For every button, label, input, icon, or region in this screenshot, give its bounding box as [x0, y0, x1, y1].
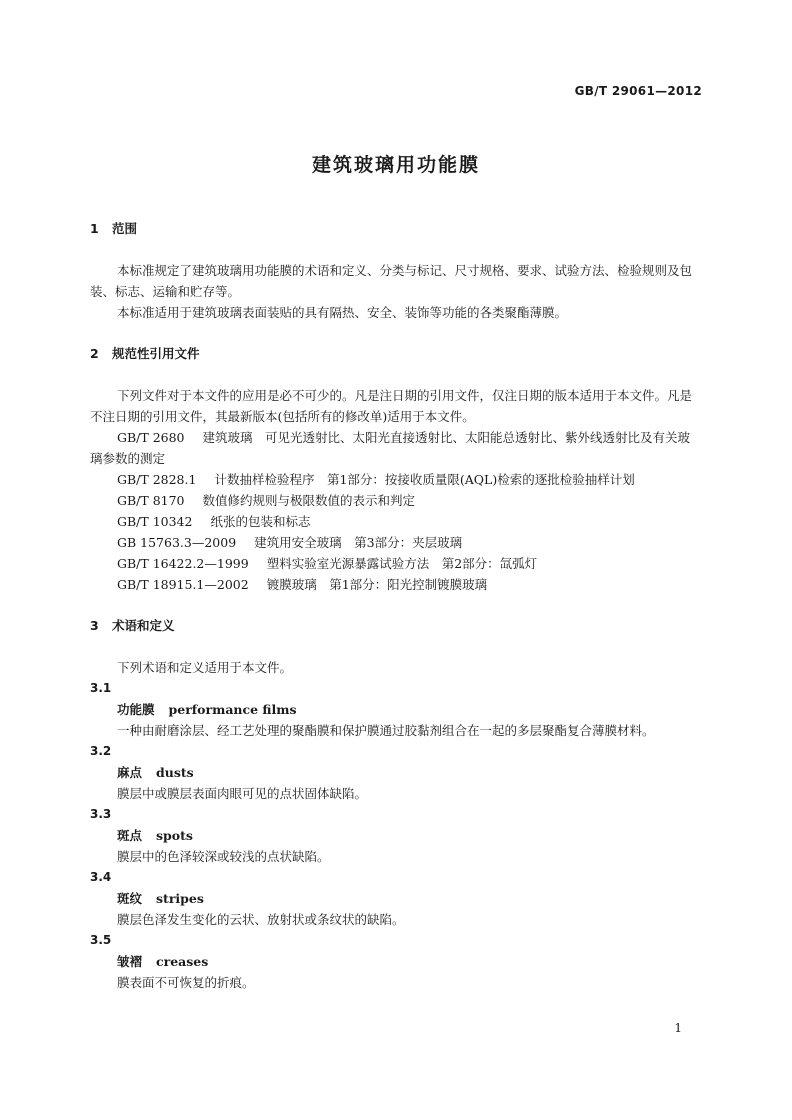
- paragraph: 本标准规定了建筑玻璃用功能膜的术语和定义、分类与标记、尺寸规格、要求、试验方法、检验规则及包装、标志、运输和贮存等。: [90, 263, 693, 299]
- reference-title: 纸张的包装和标志: [210, 514, 311, 529]
- page-number: 1: [674, 1021, 682, 1035]
- term-zh: 麻点: [117, 765, 143, 780]
- reference-item: [90, 427, 702, 469]
- term-entry: [90, 867, 702, 930]
- reference-code: GB/T 2828.1: [117, 472, 197, 487]
- term-entry: [90, 930, 702, 993]
- term-name: [90, 762, 702, 783]
- section-title: 术语和定义: [112, 618, 175, 633]
- reference-item: [90, 469, 702, 490]
- paragraph: 下列术语和定义适用于本文件。: [117, 660, 293, 675]
- reference-title: 建筑用安全玻璃 第3部分：夹层玻璃: [254, 535, 463, 550]
- reference-code: GB/T 16422.2—1999: [117, 556, 249, 571]
- document-title: 建筑玻璃用功能膜: [311, 154, 480, 176]
- term-number: 3.3: [90, 807, 112, 821]
- section-heading-terms-and-definitions: [90, 617, 702, 635]
- term-zh: 斑纹: [117, 891, 143, 906]
- reference-title: 镀膜玻璃 第1部分：阳光控制镀膜玻璃: [266, 577, 488, 592]
- standard-code: GB/T 29061—2012: [574, 84, 702, 98]
- term-definition: 膜层中的色泽较深或较浅的点状缺陷。: [117, 849, 330, 864]
- term-number: 3.1: [90, 681, 112, 695]
- term-en: dusts: [156, 765, 194, 780]
- reference-title: 计数抽样检验程序 第1部分：按接收质量限(AQL)检索的逐批检验抽样计划: [214, 472, 635, 487]
- term-number: 3.5: [90, 933, 112, 947]
- reference-item: [90, 511, 702, 532]
- paragraph: 下列文件对于本文件的应用是必不可少的。凡是注日期的引用文件，仅注日期的版本适用于本文件。凡是不注日期的引用文件，其最新版本(包括所有的修改单)适用于本文件。: [90, 388, 693, 424]
- reference-code: GB/T 2680: [117, 430, 185, 445]
- section-number: 2: [90, 346, 99, 361]
- term-entry: [90, 804, 702, 867]
- term-definition: 膜层中或膜层表面肉眼可见的点状固体缺陷。: [117, 786, 368, 801]
- reference-code: GB/T 8170: [117, 493, 185, 508]
- paragraph: 本标准适用于建筑玻璃表面装贴的具有隔热、安全、装饰等功能的各类聚酯薄膜。: [117, 305, 568, 320]
- reference-item: [90, 490, 702, 511]
- reference-item: [90, 532, 702, 553]
- term-entry: [90, 741, 702, 804]
- section-heading-normative-references: [90, 345, 702, 363]
- section-number: 1: [90, 221, 99, 236]
- reference-title: 塑料实验室光源暴露试验方法 第2部分：氙弧灯: [266, 556, 538, 571]
- reference-code: GB/T 10342: [117, 514, 193, 529]
- term-name: [90, 825, 702, 846]
- reference-code: GB 15763.3—2009: [117, 535, 237, 550]
- term-name: [90, 951, 702, 972]
- term-zh: 功能膜: [117, 702, 155, 717]
- term-definition: 膜层色泽发生变化的云状、放射状或条纹状的缺陷。: [117, 912, 405, 927]
- term-name: [90, 699, 702, 720]
- term-entry: [90, 678, 702, 741]
- section-heading-scope: [90, 220, 702, 238]
- reference-item: [90, 553, 702, 574]
- term-en: creases: [156, 954, 209, 969]
- term-number: 3.2: [90, 744, 112, 758]
- term-definition: 一种由耐磨涂层、经工艺处理的聚酯膜和保护膜通过胶黏剂组合在一起的多层聚酯复合薄膜材料。: [117, 723, 655, 738]
- term-en: stripes: [156, 891, 204, 906]
- section-number: 3: [90, 618, 99, 633]
- section-title: 范围: [112, 221, 138, 236]
- section-title: 规范性引用文件: [112, 346, 200, 361]
- term-zh: 皱褶: [117, 954, 143, 969]
- term-definition: 膜表面不可恢复的折痕。: [117, 975, 255, 990]
- term-en: spots: [156, 828, 193, 843]
- term-zh: 斑点: [117, 828, 143, 843]
- reference-title: 数值修约规则与极限数值的表示和判定: [202, 493, 416, 508]
- reference-code: GB/T 18915.1—2002: [117, 577, 249, 592]
- reference-title: 建筑玻璃 可见光透射比、太阳光直接透射比、太阳能总透射比、紫外线透射比及有关玻璃参数的测定: [90, 430, 691, 466]
- term-name: [90, 888, 702, 909]
- term-number: 3.4: [90, 870, 112, 884]
- term-en: performance films: [168, 702, 297, 717]
- reference-item: [90, 574, 702, 595]
- document-body: [90, 220, 702, 993]
